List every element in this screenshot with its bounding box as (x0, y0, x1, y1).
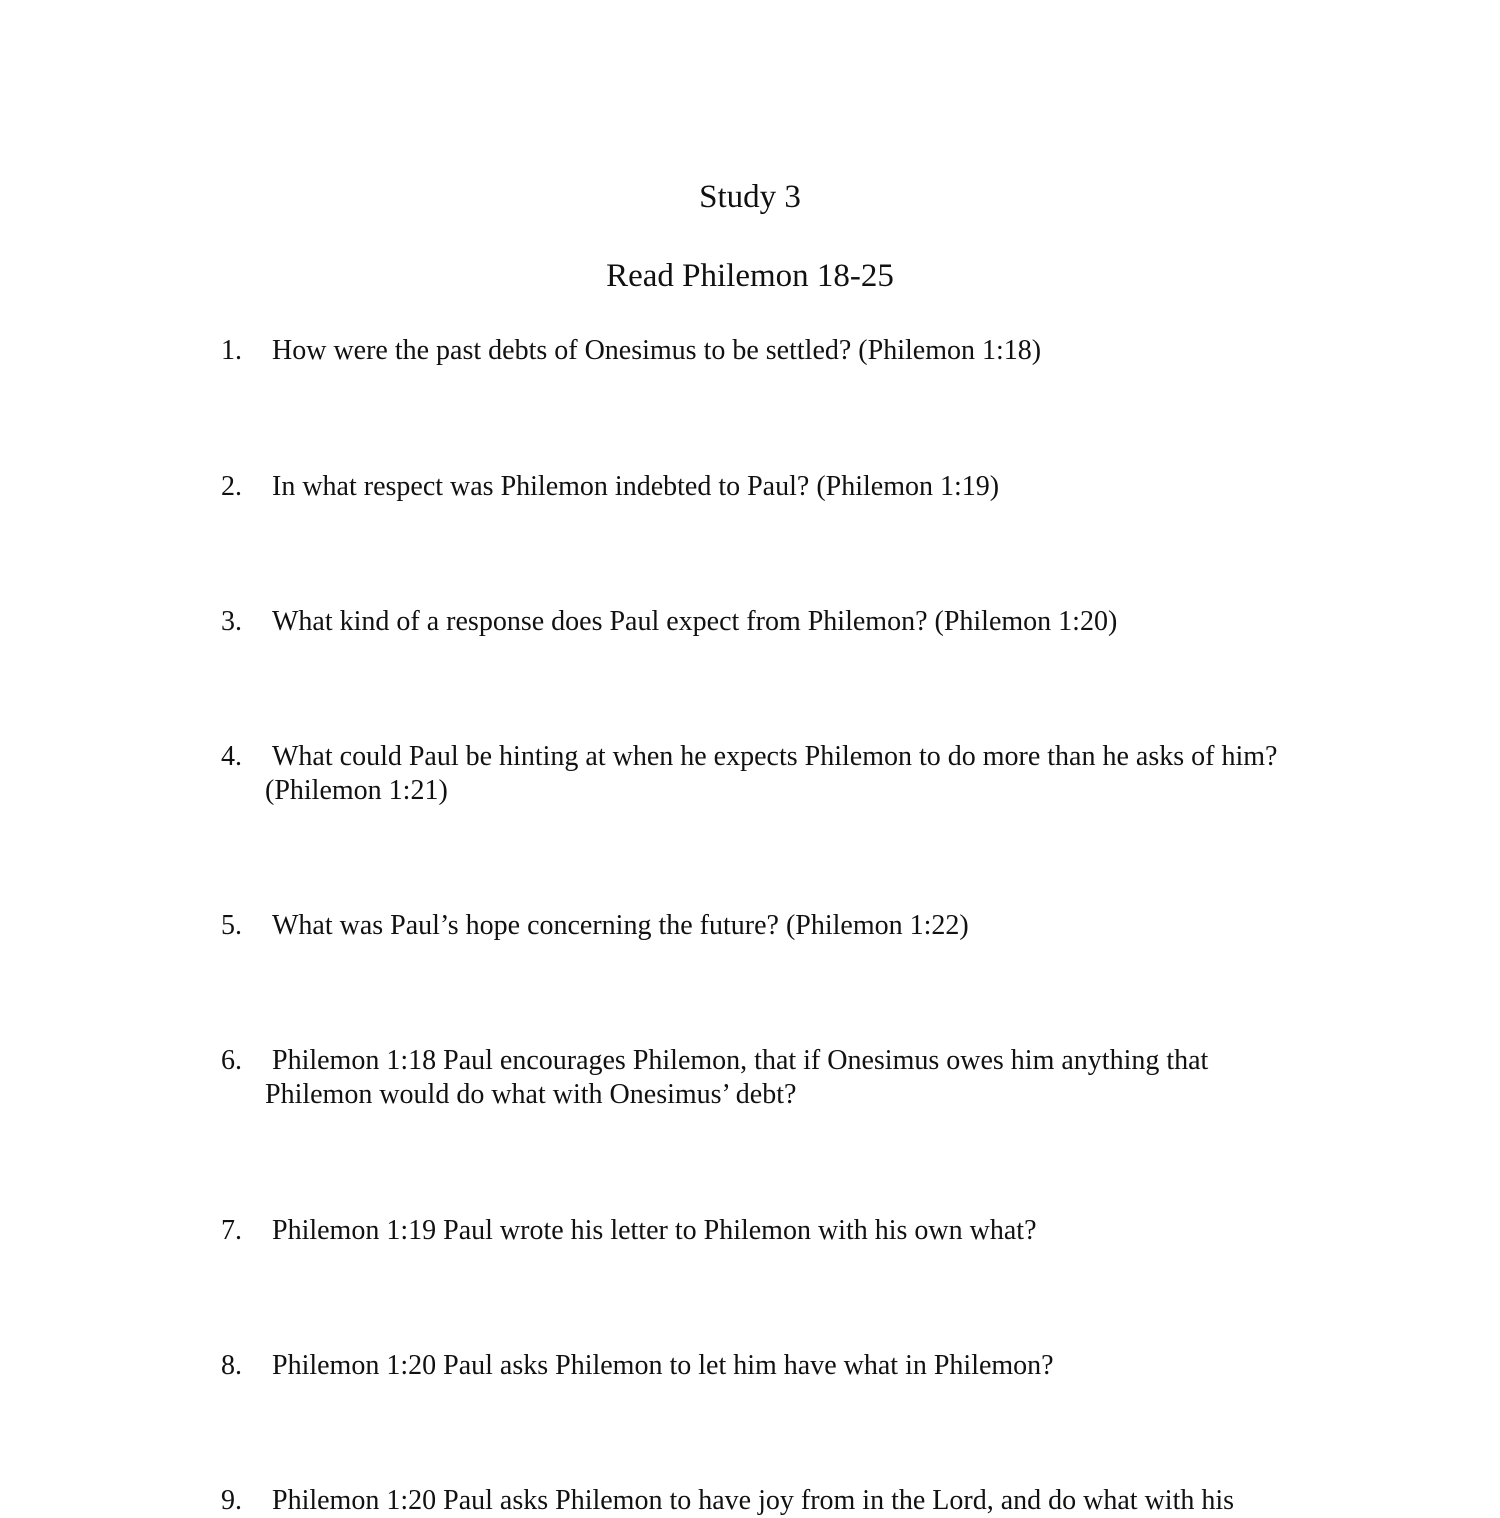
question-item (221, 334, 1301, 368)
question-text: In what respect was Philemon indebted to Paul? (Philemon 1:19) (272, 471, 1000, 502)
question-number: 3. (221, 606, 242, 637)
question-number: 1. (221, 335, 242, 366)
question-item (221, 1044, 1301, 1112)
question-text: Philemon 1:18 Paul encourages Philemon, that if Onesimus owes him anything that Philemon would do what with Onesimus’ debt? (265, 1045, 1209, 1110)
question-number: 6. (221, 1045, 242, 1076)
question-number: 5. (221, 910, 242, 941)
question-item (221, 1349, 1301, 1383)
question-item (221, 1484, 1301, 1518)
page-title: Study 3 (699, 179, 801, 215)
question-item (221, 470, 1301, 504)
question-text: What kind of a response does Paul expect from Philemon? (Philemon 1:20) (272, 606, 1118, 637)
question-text: Philemon 1:20 Paul asks Philemon to let him have what in Philemon? (272, 1350, 1054, 1381)
question-number: 9. (221, 1485, 242, 1516)
question-number: 8. (221, 1350, 242, 1381)
question-text: What could Paul be hinting at when he expects Philemon to do more than he asks of him? (Philemon 1:21) (265, 741, 1278, 806)
question-number: 7. (221, 1215, 242, 1246)
question-text: How were the past debts of Onesimus to be settled? (Philemon 1:18) (272, 335, 1042, 366)
question-item (221, 605, 1301, 639)
question-text: Philemon 1:19 Paul wrote his letter to Philemon with his own what? (272, 1215, 1037, 1246)
page-subtitle: Read Philemon 18-25 (606, 258, 894, 294)
question-number: 2. (221, 471, 242, 502)
question-item (221, 740, 1301, 808)
question-item (221, 1214, 1301, 1248)
question-item (221, 909, 1301, 943)
question-text: Philemon 1:20 Paul asks Philemon to have joy from in the Lord, and do what with his (272, 1485, 1235, 1516)
question-number: 4. (221, 741, 242, 772)
question-text: What was Paul’s hope concerning the future? (Philemon 1:22) (272, 910, 969, 941)
